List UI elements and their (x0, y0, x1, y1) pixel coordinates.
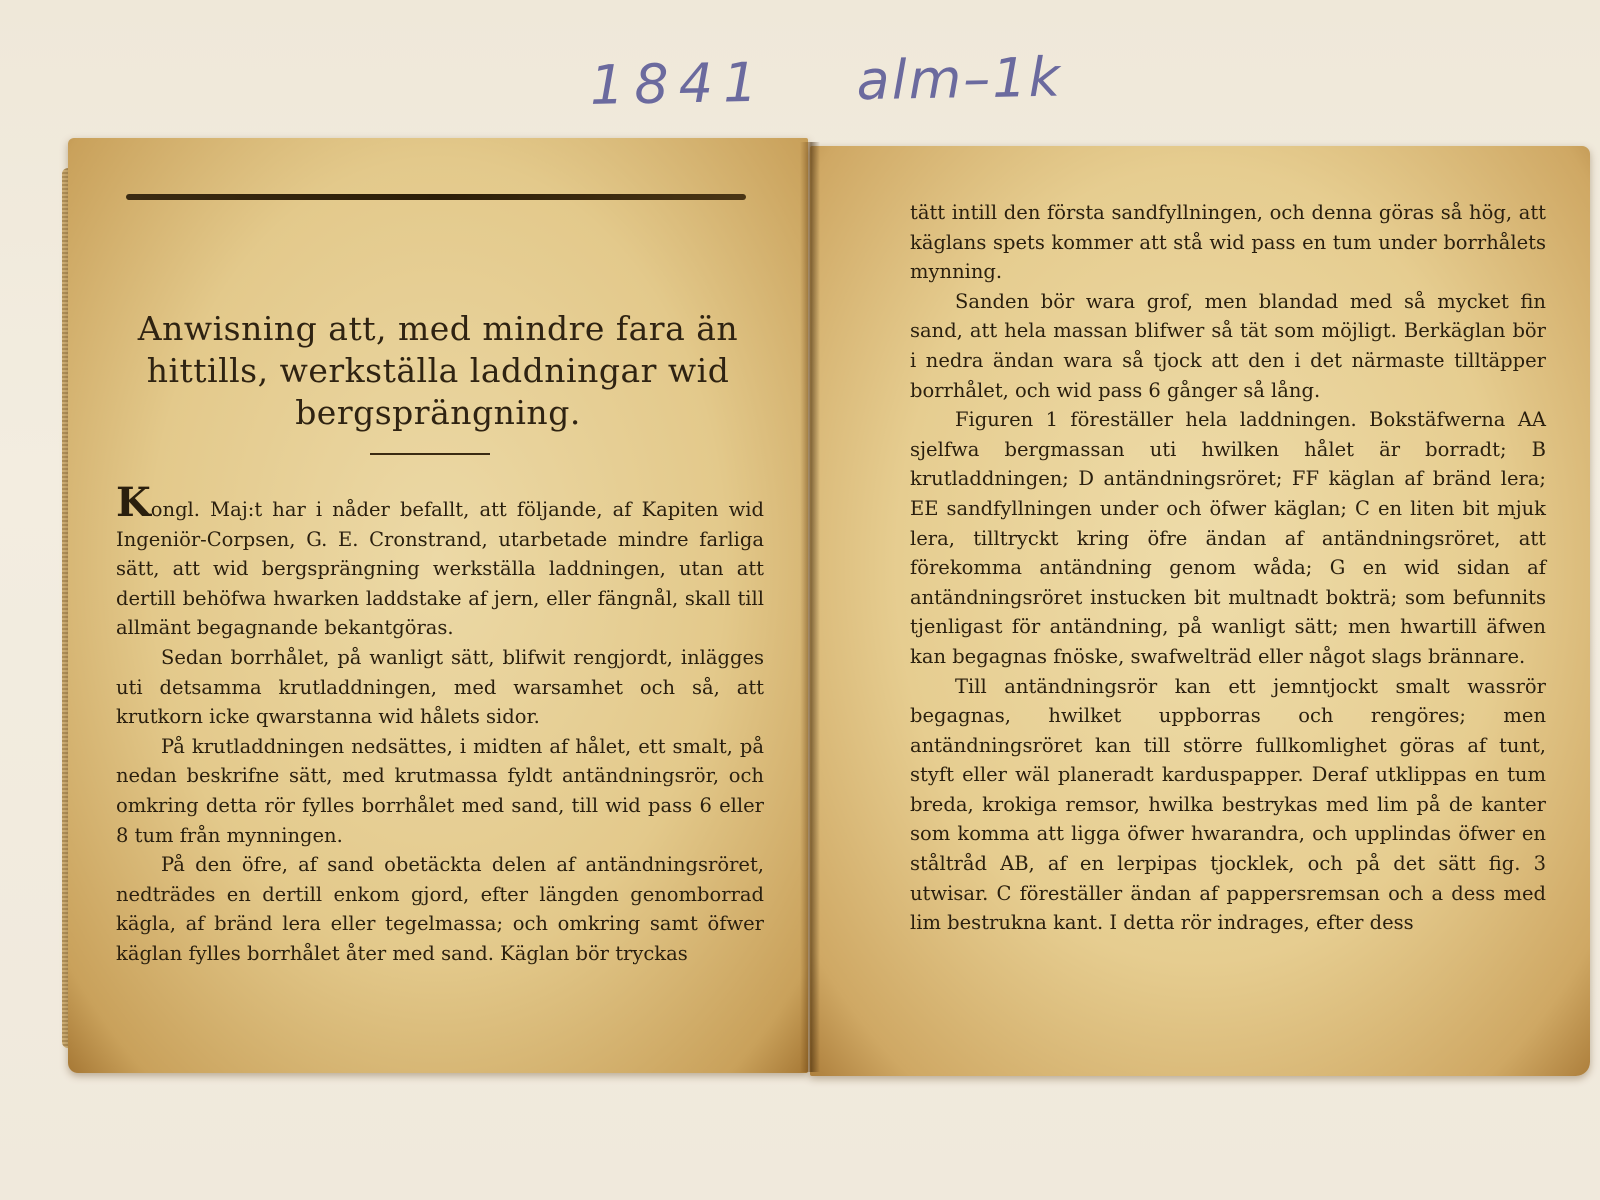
open-book (62, 138, 1546, 1073)
top-ornamental-rule (126, 194, 746, 200)
right-page-body (910, 198, 1546, 938)
page-title: Anwisning att, med mindre fara än hittills, werkställa laddningar wid bergsprängning. (137, 309, 739, 432)
drop-cap: K (116, 479, 151, 526)
left-page (68, 138, 808, 1073)
paragraph (116, 479, 764, 643)
title-divider (370, 453, 490, 455)
handwritten-year: 1841 (589, 50, 768, 117)
paragraph: På den öfre, af sand obetäckta delen af antändningsröret, nedträdes en dertill enkom gjord, efter längden genomborrad kägla, af bränd lera eller tegelmassa; och omkring samt öfwer käglan fylles borrhålet åter med sand. Käglan bör tryckas (116, 853, 764, 965)
right-page (810, 146, 1590, 1076)
paragraph: tätt intill den första sandfyllningen, och denna göras så hög, att käglans spets kommer att stå wid pass en tum under borrhålets mynning. (910, 201, 1546, 284)
left-page-body (116, 479, 764, 969)
paragraph: Sanden bör wara grof, men blandad med så mycket fin sand, att hela massan blifwer så tät som möjligt. Berkäglan bör i nedra ändan wara så tjock att den i det närmaste tilltäpper borrhålet, och wid pass 6 gånger så lång. (910, 289, 1546, 402)
paragraph: Sedan borrhålet, på wanligt sätt, blifwit rengjordt, inlägges uti detsamma krutladdningen, med warsamhet och så, att krutkorn icke qwarstanna wid hålets sidor. (116, 645, 764, 729)
handwritten-catalog-note (589, 45, 1063, 124)
handwritten-code: alm–1k (855, 45, 1063, 113)
paragraph: Figuren 1 föreställer hela laddningen. Bokstäfwerna AA sjelfwa bergmassan uti hwilken hålet är borradt; B krutladdningen; D antändningsröret; FF käglan af bränd lera; EE sandfyllningen under och öfwer käglan; C en liten bit mjuk lera, tilltryckt kring öfre ändan af antändningsröret, att förekomma antändning genom wåda; G en wid sidan af antändningsröret instucken bit multnadt bokträ; som befunnits tjenligast för antändning, på wanligt sätt; men hwartill äfwen kan begagnas fnöske, swafwelträd eller något slags brännare. (910, 408, 1546, 668)
paragraph: Till antändningsrör kan ett jemntjockt smalt wassrör begagnas, hwilket uppborras och rengöres; men antändningsröret kan till större fullkomlighet göras af tunt, styft eller wäl planeradt karduspapper. Deraf utklippas en tum breda, krokiga remsor, hwilka bestrykas med lim på de kanter som komma att ligga öfwer hwarandra, och upplindas öfwer en ståltråd AB, af en lerpipas tjocklek, och på det sätt fig. 3 utwisar. C föreställer ändan af pappersremsan och a dess med lim bestrukna kant. I detta rör indrages, efter dess (910, 674, 1546, 935)
paragraph-text: ongl. Maj:t har i nåder befallt, att följande, af Kapiten wid Ingeniör-Corpsen, G. E. Cronstrand, utarbetade mindre farliga sätt, att wid bergsprängning werkställa laddningen, utan att dertill behöfwa hwarken laddstake af jern, eller fängnål, skall till allmänt begagnande bekantgöras. (116, 498, 764, 640)
book-gutter (800, 142, 820, 1072)
paragraph: På krutladdningen nedsättes, i midten af hålet, ett smalt, på nedan beskrifne sätt, med krutmassa fyldt antändningsrör, och omkring detta rör fylles borrhålet med sand, till wid pass 6 eller 8 tum från mynningen. (116, 734, 764, 847)
